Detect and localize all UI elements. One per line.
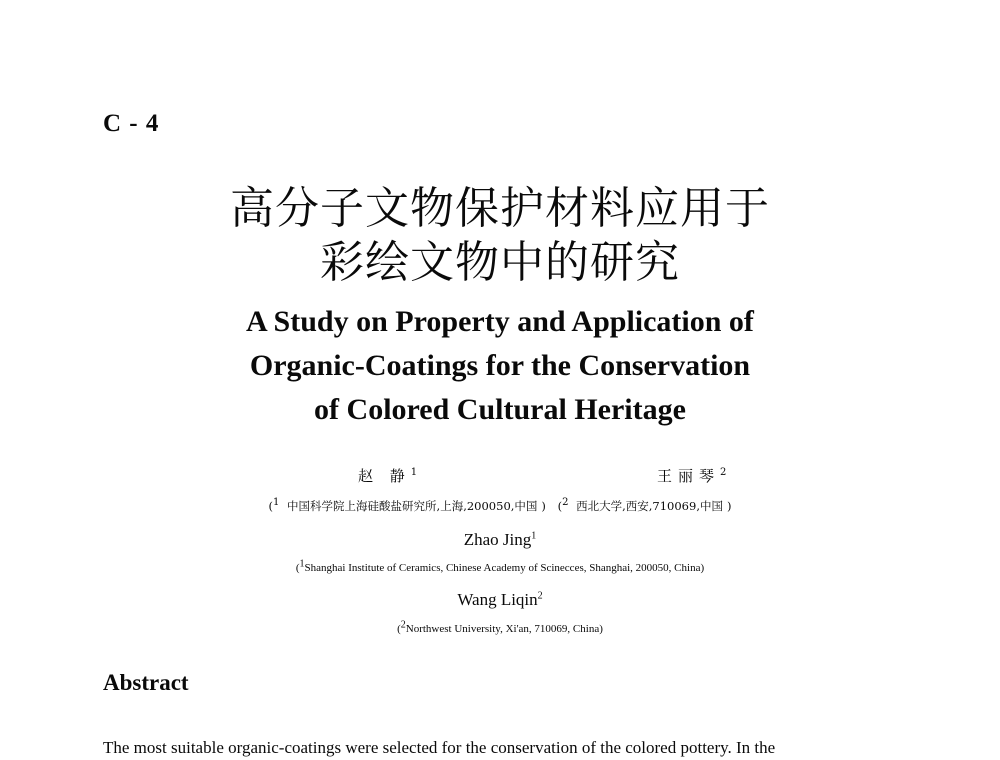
affiliation-zh-1: ($^1$ 中国科学院上海硅酸盐研究所,上海,200050,中国 ) [268,497,546,513]
affiliation-zh-1-mark: 1 [273,497,280,509]
english-title-line-2: Organic-Coatings for the Conservation [249,349,751,382]
author-en-1 [0,530,1000,550]
author-en-1-mark: 1 [531,530,537,542]
chinese-title-line-2: 彩绘文物中的研究 [320,237,680,288]
english-title-line-3: of Colored Cultural Heritage [314,393,686,426]
abstract-first-line: The most suitable organic-coatings were selected for the conservation of the colored pottery. In the [103,738,776,757]
abstract-heading: Abstract [103,670,189,695]
author-zh-1 [358,465,417,486]
author-zh-2 [657,465,726,486]
english-title-line-1: A Study on Property and Application of [246,305,754,338]
affiliation-en-2-text: Northwest University, Xi'an, 710069, China [405,623,600,635]
affiliation-zh-2-text: 西北大学,西安,710069,中国 [576,499,723,513]
author-zh-1-mark: 1 [410,467,418,478]
affiliation-en-1: ($^1$Shanghai Institute of Ceramics, Chinese Academy of Scinecces, Shanghai, 200050, China) [295,558,705,574]
author-en-1-name: Zhao Jing [463,530,532,549]
affiliation-zh-1-text: 中国科学院上海硅酸盐研究所,上海,200050,中国 [287,499,538,513]
affiliation-zh-2-mark: 2 [562,497,569,509]
affiliation-zh-2: ($^2$ 西北大学,西安,710069,中国 ) [557,497,732,513]
author-zh-2-name: 王丽琴 [657,467,721,485]
author-en-2-mark: 2 [537,590,543,602]
author-en-2 [0,590,1000,610]
affiliation-en-1-mark: 1 [299,558,305,570]
author-zh-1-name: 赵 静 [358,467,411,485]
affiliation-en-2: ($^2$Northwest University, Xi'an, 710069, China) [397,619,603,635]
section-code: C - 4 [103,110,160,137]
chinese-title-line-1: 高分子文物保护材料应用于 [230,183,770,234]
affiliation-en-2-mark: 2 [400,619,406,631]
author-zh-2-mark: 2 [720,467,727,478]
author-en-2-name: Wang Liqin [457,590,538,609]
affiliation-en-1-text: Shanghai Institute of Ceramics, Chinese Academy of Scinecces, Shanghai, 200050, China [304,562,701,574]
affiliations-zh [0,498,1000,514]
